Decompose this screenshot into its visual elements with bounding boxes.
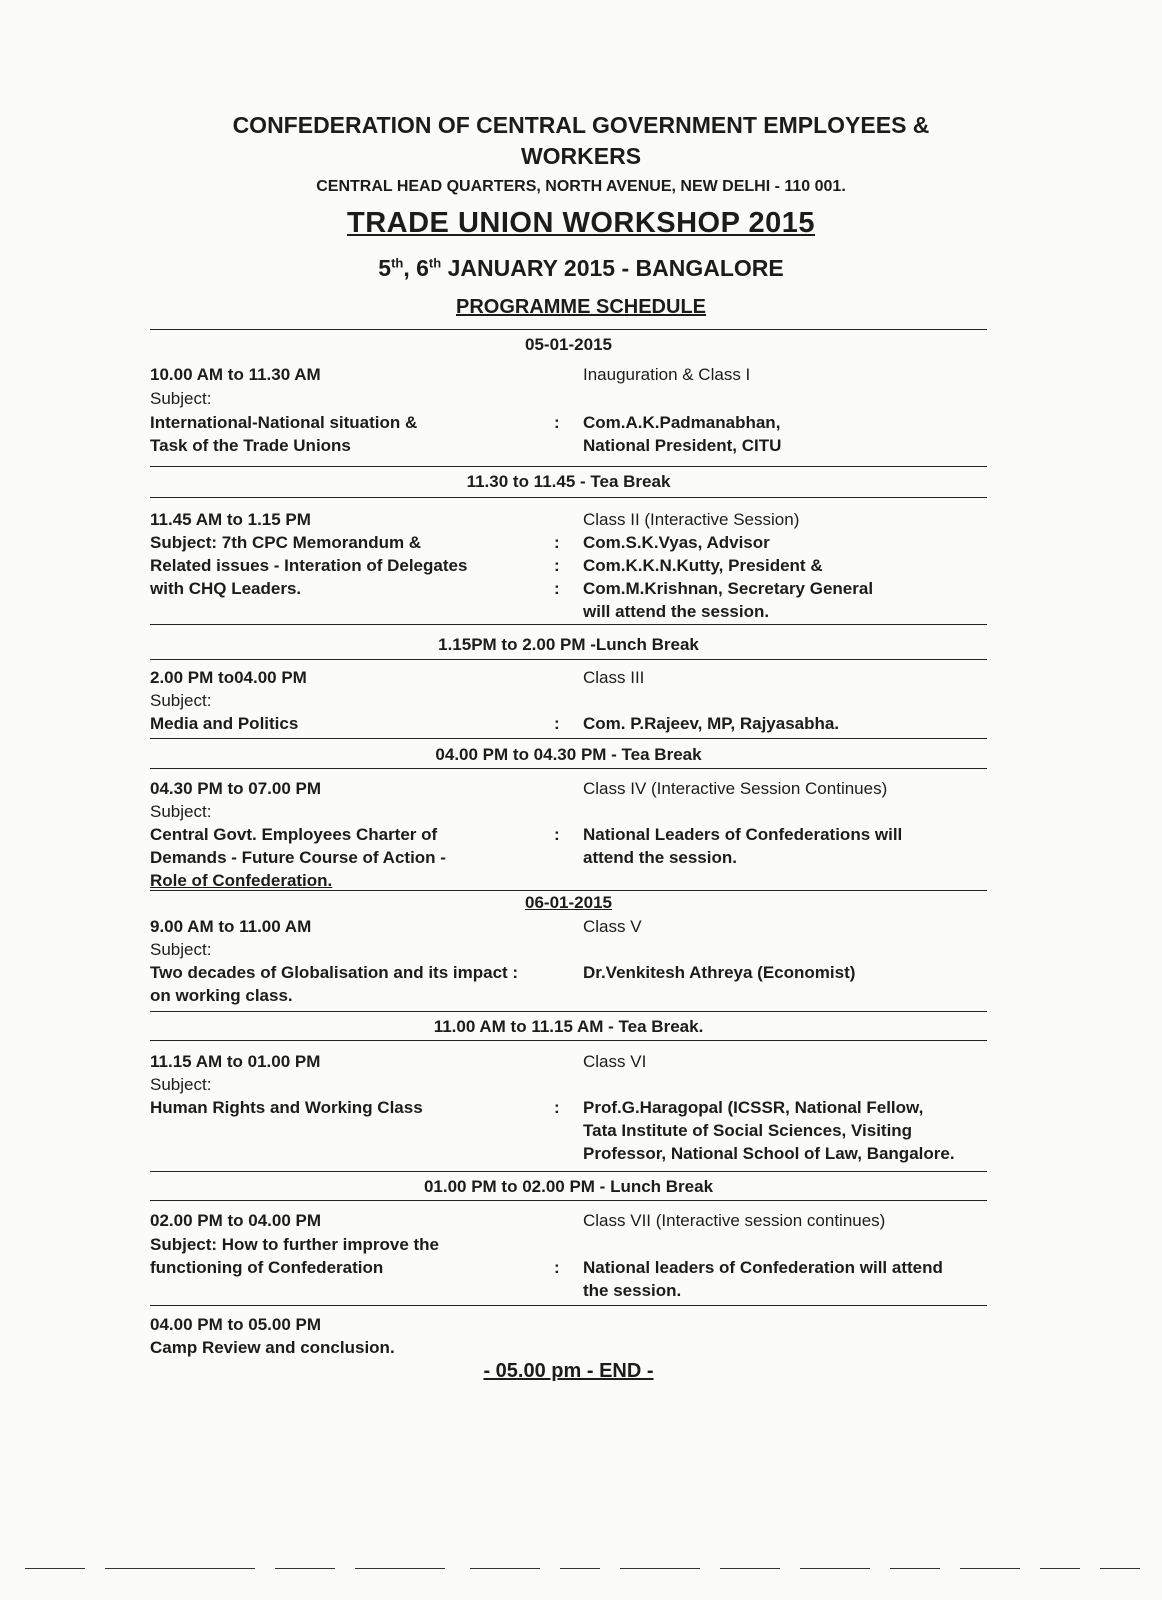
session1-time: 10.00 AM to 11.30 AM <box>150 365 321 384</box>
session2-subject-line2: Related issues - Interation of Delegates <box>150 556 468 575</box>
colon: : <box>554 413 560 432</box>
session4-time: 04.30 PM to 07.00 PM <box>150 779 322 798</box>
session6-class: Class VI <box>583 1052 647 1071</box>
session6-subject: Human Rights and Working Class <box>150 1098 423 1117</box>
session4-class: Class IV (Interactive Session Continues) <box>583 779 888 798</box>
day2-date: 06-01-2015 <box>525 893 612 912</box>
scan-mark <box>105 1568 255 1569</box>
workshop-dates: 5th, 6th JANUARY 2015 - BANGALORE <box>378 255 784 281</box>
end-marker: - 05.00 pm - END - <box>483 1360 654 1382</box>
session5-speaker: Dr.Venkitesh Athreya (Economist) <box>583 963 856 982</box>
session3-speaker: Com. P.Rajeev, MP, Rajyasabha. <box>583 714 840 733</box>
session8-note: Camp Review and conclusion. <box>150 1338 395 1357</box>
tea-break-1: 11.30 to 11.45 - Tea Break <box>466 472 671 491</box>
session8-time: 04.00 PM to 05.00 PM <box>150 1315 322 1334</box>
session1-subject-label: Subject: <box>150 389 212 408</box>
scan-mark <box>1040 1568 1080 1569</box>
divider <box>150 890 987 891</box>
divider <box>150 329 987 330</box>
day1-date: 05-01-2015 <box>525 335 612 354</box>
session1-subject-line2: Task of the Trade Unions <box>150 436 351 455</box>
programme-schedule-heading: PROGRAMME SCHEDULE <box>455 296 706 318</box>
divider <box>150 624 987 625</box>
divider <box>150 738 987 739</box>
scan-mark <box>355 1568 445 1569</box>
lunch-break-2: 01.00 PM to 02.00 PM - Lunch Break <box>423 1177 714 1196</box>
session3-subject: Media and Politics <box>150 714 299 733</box>
divider <box>150 659 987 660</box>
tea-break-2: 04.00 PM to 04.30 PM - Tea Break <box>435 745 702 764</box>
session3-time: 2.00 PM to04.00 PM <box>150 668 307 687</box>
divider <box>150 1200 987 1201</box>
session5-class: Class V <box>583 917 642 936</box>
scan-mark <box>1100 1568 1140 1569</box>
session1-class: Inauguration & Class I <box>583 365 751 384</box>
session5-subject-label: Subject: <box>150 940 212 959</box>
session6-speaker-line1: Prof.G.Haragopal (ICSSR, National Fellow, <box>583 1098 924 1117</box>
workshop-title: TRADE UNION WORKSHOP 2015 <box>347 207 815 239</box>
session7-class: Class VII (Interactive session continues) <box>583 1211 886 1230</box>
tea-break-3: 11.00 AM to 11.15 AM - Tea Break. <box>433 1017 704 1036</box>
session3-class: Class III <box>583 668 645 687</box>
address-line: CENTRAL HEAD QUARTERS, NORTH AVENUE, NEW DELHI - 110 001. <box>316 178 846 195</box>
colon: : <box>554 579 560 598</box>
session4-subject-line1: Central Govt. Employees Charter of <box>150 825 438 844</box>
session2-speaker-line3: Com.M.Krishnan, Secretary General <box>583 579 874 598</box>
scan-mark <box>470 1568 540 1569</box>
scan-mark <box>620 1568 700 1569</box>
scan-mark <box>800 1568 870 1569</box>
session7-speaker-line1: National leaders of Confederation will attend <box>583 1258 943 1277</box>
divider <box>150 1171 987 1172</box>
session7-time: 02.00 PM to 04.00 PM <box>150 1211 322 1230</box>
divider <box>150 1040 987 1041</box>
session2-speaker-line2: Com.K.K.N.Kutty, President & <box>583 556 823 575</box>
session6-speaker-line3: Professor, National School of Law, Bangalore. <box>583 1144 955 1163</box>
divider <box>150 1011 987 1012</box>
colon: : <box>554 556 560 575</box>
scan-mark <box>720 1568 780 1569</box>
colon: : <box>554 825 560 844</box>
divider <box>150 466 987 467</box>
session2-speaker-line1: Com.S.K.Vyas, Advisor <box>583 533 770 552</box>
session6-time: 11.15 AM to 01.00 PM <box>150 1052 321 1071</box>
organization-name: CONFEDERATION OF CENTRAL GOVERNMENT EMPLOYEES & WORKERS <box>232 112 930 169</box>
lunch-break-1: 1.15PM to 2.00 PM -Lunch Break <box>438 635 699 654</box>
session4-speaker-line2: attend the session. <box>583 848 737 867</box>
colon: : <box>554 1098 560 1117</box>
colon: : <box>554 533 560 552</box>
session5-time: 9.00 AM to 11.00 AM <box>150 917 312 936</box>
session5-subject-line1: Two decades of Globalisation and its impact : <box>150 963 519 982</box>
session6-speaker-line2: Tata Institute of Social Sciences, Visiting <box>583 1121 913 1140</box>
scan-mark <box>960 1568 1020 1569</box>
session1-speaker-line2: National President, CITU <box>583 436 782 455</box>
colon: : <box>554 1258 560 1277</box>
colon: : <box>554 714 560 733</box>
session2-speaker-line4: will attend the session. <box>583 602 770 621</box>
scan-mark <box>275 1568 335 1569</box>
session2-subject-line3: with CHQ Leaders. <box>150 579 302 598</box>
session2-class: Class II (Interactive Session) <box>583 510 800 529</box>
session7-speaker-line2: the session. <box>583 1281 682 1300</box>
scan-mark <box>890 1568 940 1569</box>
scan-mark <box>560 1568 600 1569</box>
divider <box>150 768 987 769</box>
divider <box>150 1305 987 1306</box>
session1-subject-line1: International-National situation & <box>150 413 418 432</box>
session2-time: 11.45 AM to 1.15 PM <box>150 510 311 529</box>
session1-speaker-line1: Com.A.K.Padmanabhan, <box>583 413 781 432</box>
session2-subject-line1: Subject: 7th CPC Memorandum & <box>150 533 422 552</box>
session4-subject-line3: Role of Confederation. <box>150 871 333 890</box>
session4-subject-label: Subject: <box>150 802 212 821</box>
session4-subject-line2: Demands - Future Course of Action - <box>150 848 446 867</box>
session6-subject-label: Subject: <box>150 1075 212 1094</box>
session3-subject-label: Subject: <box>150 691 212 710</box>
session5-subject-line2: on working class. <box>150 986 293 1005</box>
scan-mark <box>25 1568 85 1569</box>
session7-subject-line1: Subject: How to further improve the <box>150 1235 440 1254</box>
session4-speaker-line1: National Leaders of Confederations will <box>583 825 903 844</box>
divider <box>150 497 987 498</box>
session7-subject-line2: functioning of Confederation <box>150 1258 384 1277</box>
